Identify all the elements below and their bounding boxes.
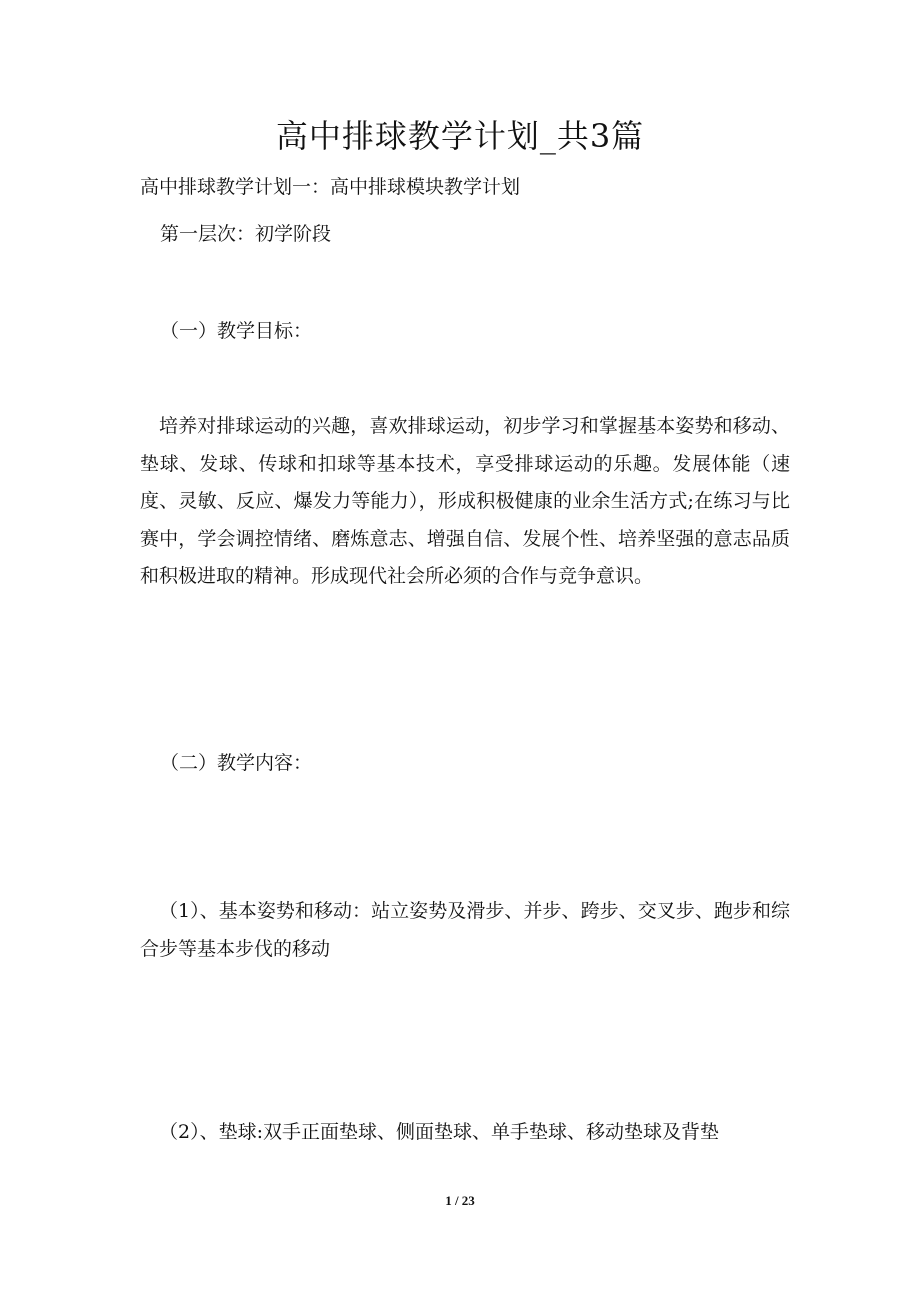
teaching-goal-heading: （一）教学目标：	[160, 320, 313, 342]
level-heading: 第一层次：初学阶段	[160, 223, 332, 245]
page-number: 1 / 23	[445, 1193, 475, 1208]
content-item-2: （2）、垫球:双手正面垫球、侧面垫球、单手垫球、移动垫球及背垫	[159, 1121, 719, 1143]
teaching-goal-paragraph: 培养对排球运动的兴趣，喜欢排球运动，初步学习和掌握基本姿势和移动、垫球、发球、传球和扣球等基本技术，享受排球运动的乐趣。发展体能（速度、灵敏、反应、爆发力等能力），形成积极健康的业余生活方式;在练习与比赛中，学会调控情绪、磨炼意志、增强自信、发展个性、培养坚强的意志品质和积极进取的精神。形成现代社会所必须的合作与竞争意识。	[140, 415, 790, 587]
document-subtitle: 高中排球教学计划一：高中排球模块教学计划	[140, 176, 521, 198]
teaching-content-heading: （二）教学内容：	[160, 752, 313, 774]
document-title: 高中排球教学计划_共3篇	[275, 117, 645, 155]
content-item-1: （1）、基本姿势和移动：站立姿势及滑步、并步、跨步、交叉步、跑步和综合步等基本步伐的移动	[140, 900, 790, 960]
